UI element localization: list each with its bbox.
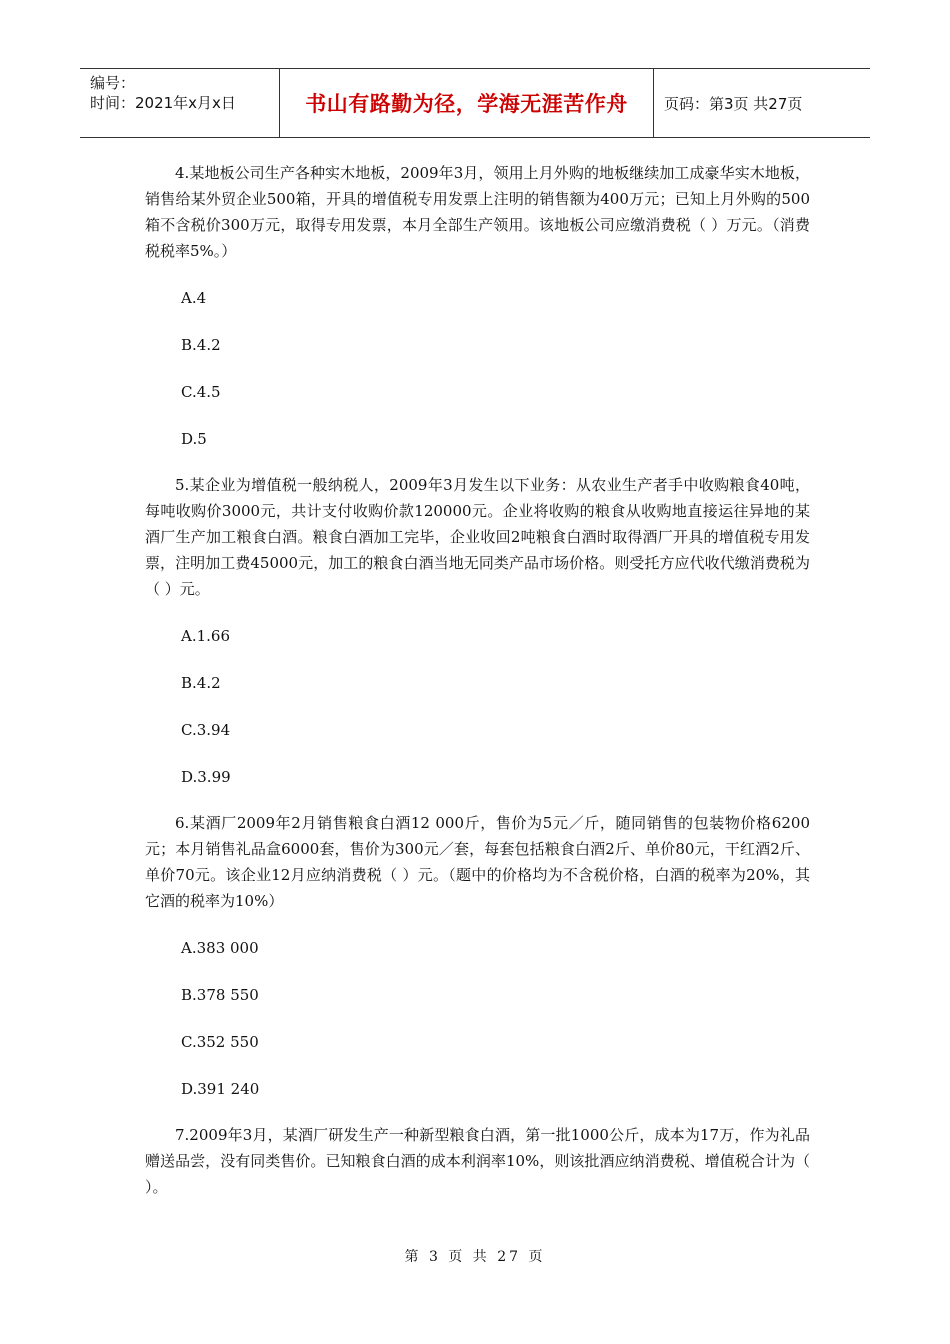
option-a: A.1.66	[181, 627, 230, 645]
option-b: B.4.2	[181, 674, 221, 692]
question-block	[145, 160, 810, 472]
question-block	[145, 472, 810, 810]
option-a: A.4	[181, 289, 207, 307]
option-d: D.5	[181, 430, 207, 448]
header-page-label: 页码：第3页 共27页	[664, 94, 803, 113]
question-list	[145, 160, 810, 1220]
question-block	[145, 1122, 810, 1200]
option-a: A.383 000	[181, 939, 259, 957]
option-d: D.391 240	[181, 1080, 260, 1098]
header-meta	[80, 69, 280, 137]
page-footer: 第 3 页 共 27 页	[404, 1249, 546, 1265]
page-header	[80, 68, 870, 138]
option-c: C.4.5	[181, 383, 221, 401]
option-c: C.352 550	[181, 1033, 259, 1051]
serial-label: 编号：	[90, 74, 136, 92]
question-block	[145, 810, 810, 1122]
header-motto: 书山有路勤为径，学海无涯苦作舟	[280, 69, 654, 137]
question-text: 7.2009年3月，某酒厂研发生产一种新型粮食白酒，第一批1000公斤，成本为17万，作为礼品赠送品尝，没有同类售价。已知粮食白酒的成本利润率10%，则该批酒应纳消费税、增值税合计为（ ）。	[145, 1126, 810, 1196]
time-label: 时间：2021年x月x日	[90, 94, 236, 112]
option-b: B.4.2	[181, 336, 221, 354]
question-text: 5.某企业为增值税一般纳税人，2009年3月发生以下业务：从农业生产者手中收购粮食40吨，每吨收购价3000元，共计支付收购价款120000元。企业将收购的粮食从收购地直接运往异地的某酒厂生产加工粮食白酒。粮食白酒加工完毕，企业收回2吨粮食白酒时取得酒厂开具的增值税专用发票，注明加工费45000元，加工的粮食白酒当地无同类产品市场价格。则受托方应代收代缴消费税为（ ）元。	[145, 476, 810, 598]
question-text: 4.某地板公司生产各种实木地板，2009年3月，领用上月外购的地板继续加工成豪华实木地板，销售给某外贸企业500箱，开具的增值税专用发票上注明的销售额为400万元；已知上月外购的500箱不含税价300万元，取得专用发票，本月全部生产领用。该地板公司应缴消费税（ ）万元。（消费税税率5%。）	[145, 164, 810, 260]
question-text: 6.某酒厂2009年2月销售粮食白酒12 000斤，售价为5元／斤，随同销售的包装物价格6200元；本月销售礼品盒6000套，售价为300元／套，每套包括粮食白酒2斤、单价80元，干红酒2斤、单价70元。该企业12月应纳消费税（ ）元。（题中的价格均为不含税价格，白酒的税率为20%，其它酒的税率为10%）	[145, 814, 810, 910]
option-c: C.3.94	[181, 721, 231, 739]
option-d: D.3.99	[181, 768, 231, 786]
option-b: B.378 550	[181, 986, 259, 1004]
